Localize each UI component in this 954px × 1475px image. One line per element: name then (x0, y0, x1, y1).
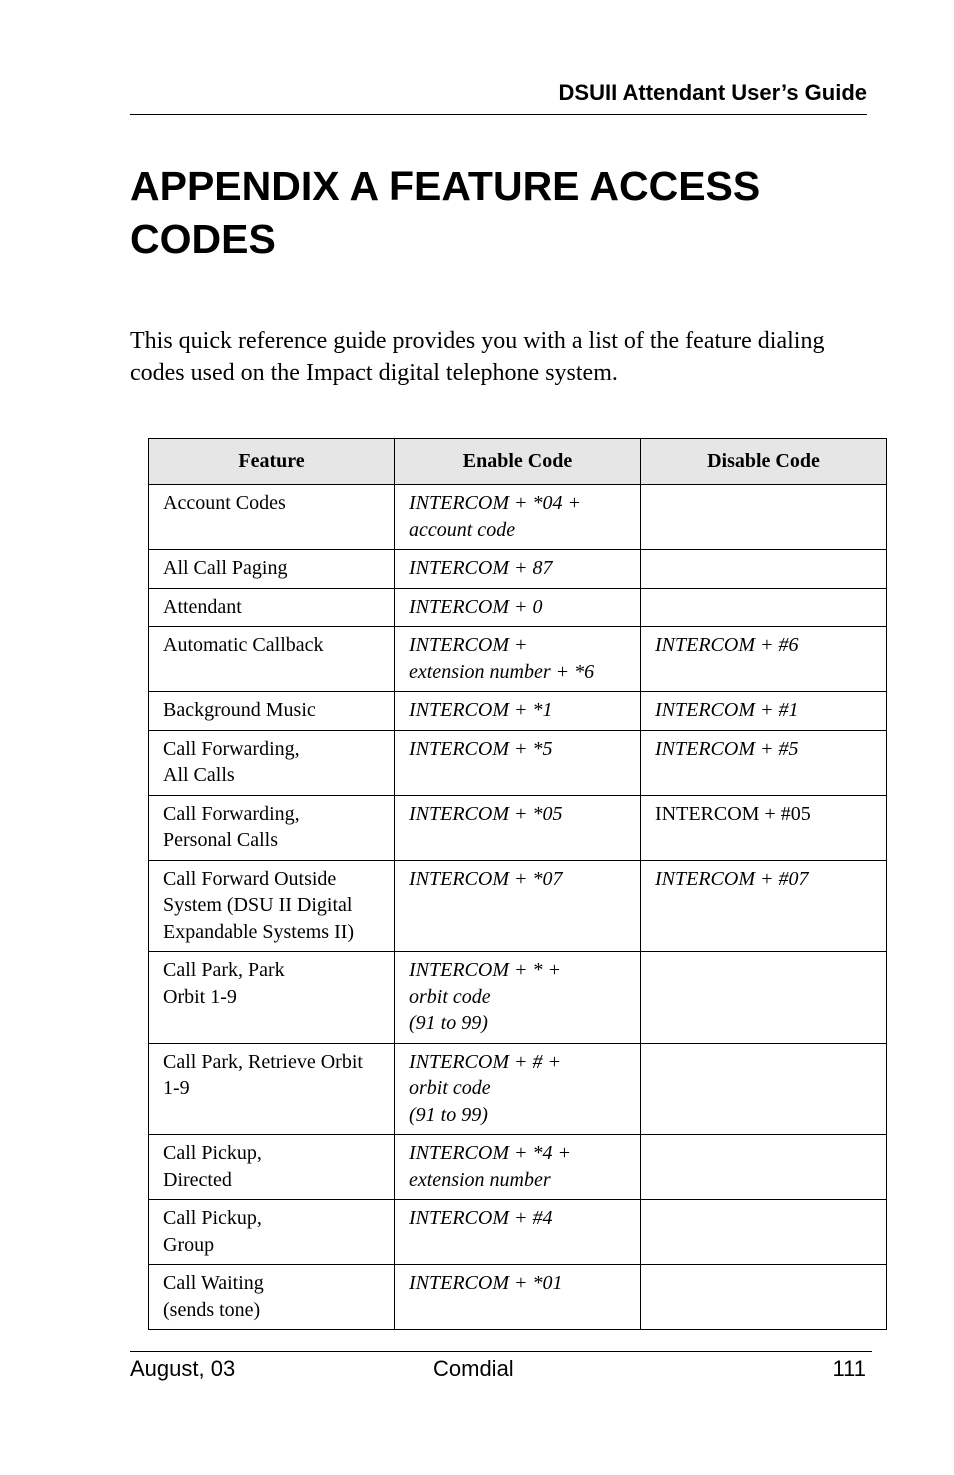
page-title: APPENDIX A FEATURE ACCESS CODES (130, 163, 761, 262)
page-number: 111 (832, 1356, 866, 1381)
disable-code-cell (641, 1043, 887, 1135)
table-row (149, 730, 887, 795)
feature-cell: Attendant (149, 588, 395, 627)
enable-code-cell: INTERCOM + *04 + account code (395, 485, 641, 550)
disable-code-cell: INTERCOM + #6 (641, 627, 887, 692)
column-header-feature: Feature (149, 439, 395, 485)
feature-cell: Call Forward Outside System (DSU II Digital Expandable Systems II) (149, 860, 395, 952)
feature-cell: Call Pickup, Group (149, 1200, 395, 1265)
enable-code-cell: INTERCOM + # + orbit code (91 to 99) (395, 1043, 641, 1135)
feature-cell: Call Park, Retrieve Orbit 1-9 (149, 1043, 395, 1135)
footer-company: Comdial (433, 1356, 514, 1381)
disable-code-cell (641, 1135, 887, 1200)
table-header-row (149, 439, 887, 485)
feature-cell: Call Forwarding, All Calls (149, 730, 395, 795)
table-row (149, 860, 887, 952)
table-row (149, 1200, 887, 1265)
enable-code-cell: INTERCOM + *5 (395, 730, 641, 795)
footer-date: August, 03 (130, 1356, 236, 1381)
feature-cell: All Call Paging (149, 550, 395, 589)
table-row (149, 550, 887, 589)
enable-code-cell: INTERCOM + #4 (395, 1200, 641, 1265)
table-row (149, 952, 887, 1044)
feature-cell: Call Waiting (sends tone) (149, 1265, 395, 1330)
enable-code-cell: INTERCOM + 87 (395, 550, 641, 589)
feature-cell: Background Music (149, 692, 395, 731)
disable-code-cell (641, 550, 887, 589)
enable-code-cell: INTERCOM + *1 (395, 692, 641, 731)
disable-code-cell (641, 485, 887, 550)
feature-cell: Call Park, Park Orbit 1-9 (149, 952, 395, 1044)
table-row (149, 588, 887, 627)
feature-cell: Account Codes (149, 485, 395, 550)
feature-cell: Call Forwarding, Personal Calls (149, 795, 395, 860)
disable-code-cell: INTERCOM + #5 (641, 730, 887, 795)
enable-code-cell: INTERCOM + 0 (395, 588, 641, 627)
column-header-disable-code: Disable Code (641, 439, 887, 485)
disable-code-cell (641, 588, 887, 627)
enable-code-cell: INTERCOM + extension number + *6 (395, 627, 641, 692)
disable-code-cell (641, 1200, 887, 1265)
header-rule (130, 114, 867, 115)
feature-codes-table (148, 438, 887, 1330)
disable-code-cell (641, 952, 887, 1044)
table-row (149, 692, 887, 731)
table-row (149, 1265, 887, 1330)
table-row (149, 795, 887, 860)
footer-rule (130, 1351, 872, 1352)
running-header: DSUII Attendant User’s Guide (558, 80, 867, 105)
intro-paragraph: This quick reference guide provides you with a list of the feature dialing codes used on the Impact digital telephone system. (130, 328, 825, 386)
table-row (149, 1043, 887, 1135)
enable-code-cell: INTERCOM + *4 + extension number (395, 1135, 641, 1200)
enable-code-cell: INTERCOM + * + orbit code (91 to 99) (395, 952, 641, 1044)
table-row (149, 1135, 887, 1200)
table-row (149, 485, 887, 550)
feature-cell: Automatic Callback (149, 627, 395, 692)
disable-code-cell: INTERCOM + #05 (641, 795, 887, 860)
table-row (149, 627, 887, 692)
enable-code-cell: INTERCOM + *05 (395, 795, 641, 860)
enable-code-cell: INTERCOM + *07 (395, 860, 641, 952)
feature-cell: Call Pickup, Directed (149, 1135, 395, 1200)
disable-code-cell: INTERCOM + #1 (641, 692, 887, 731)
enable-code-cell: INTERCOM + *01 (395, 1265, 641, 1330)
column-header-enable-code: Enable Code (395, 439, 641, 485)
disable-code-cell: INTERCOM + #07 (641, 860, 887, 952)
disable-code-cell (641, 1265, 887, 1330)
